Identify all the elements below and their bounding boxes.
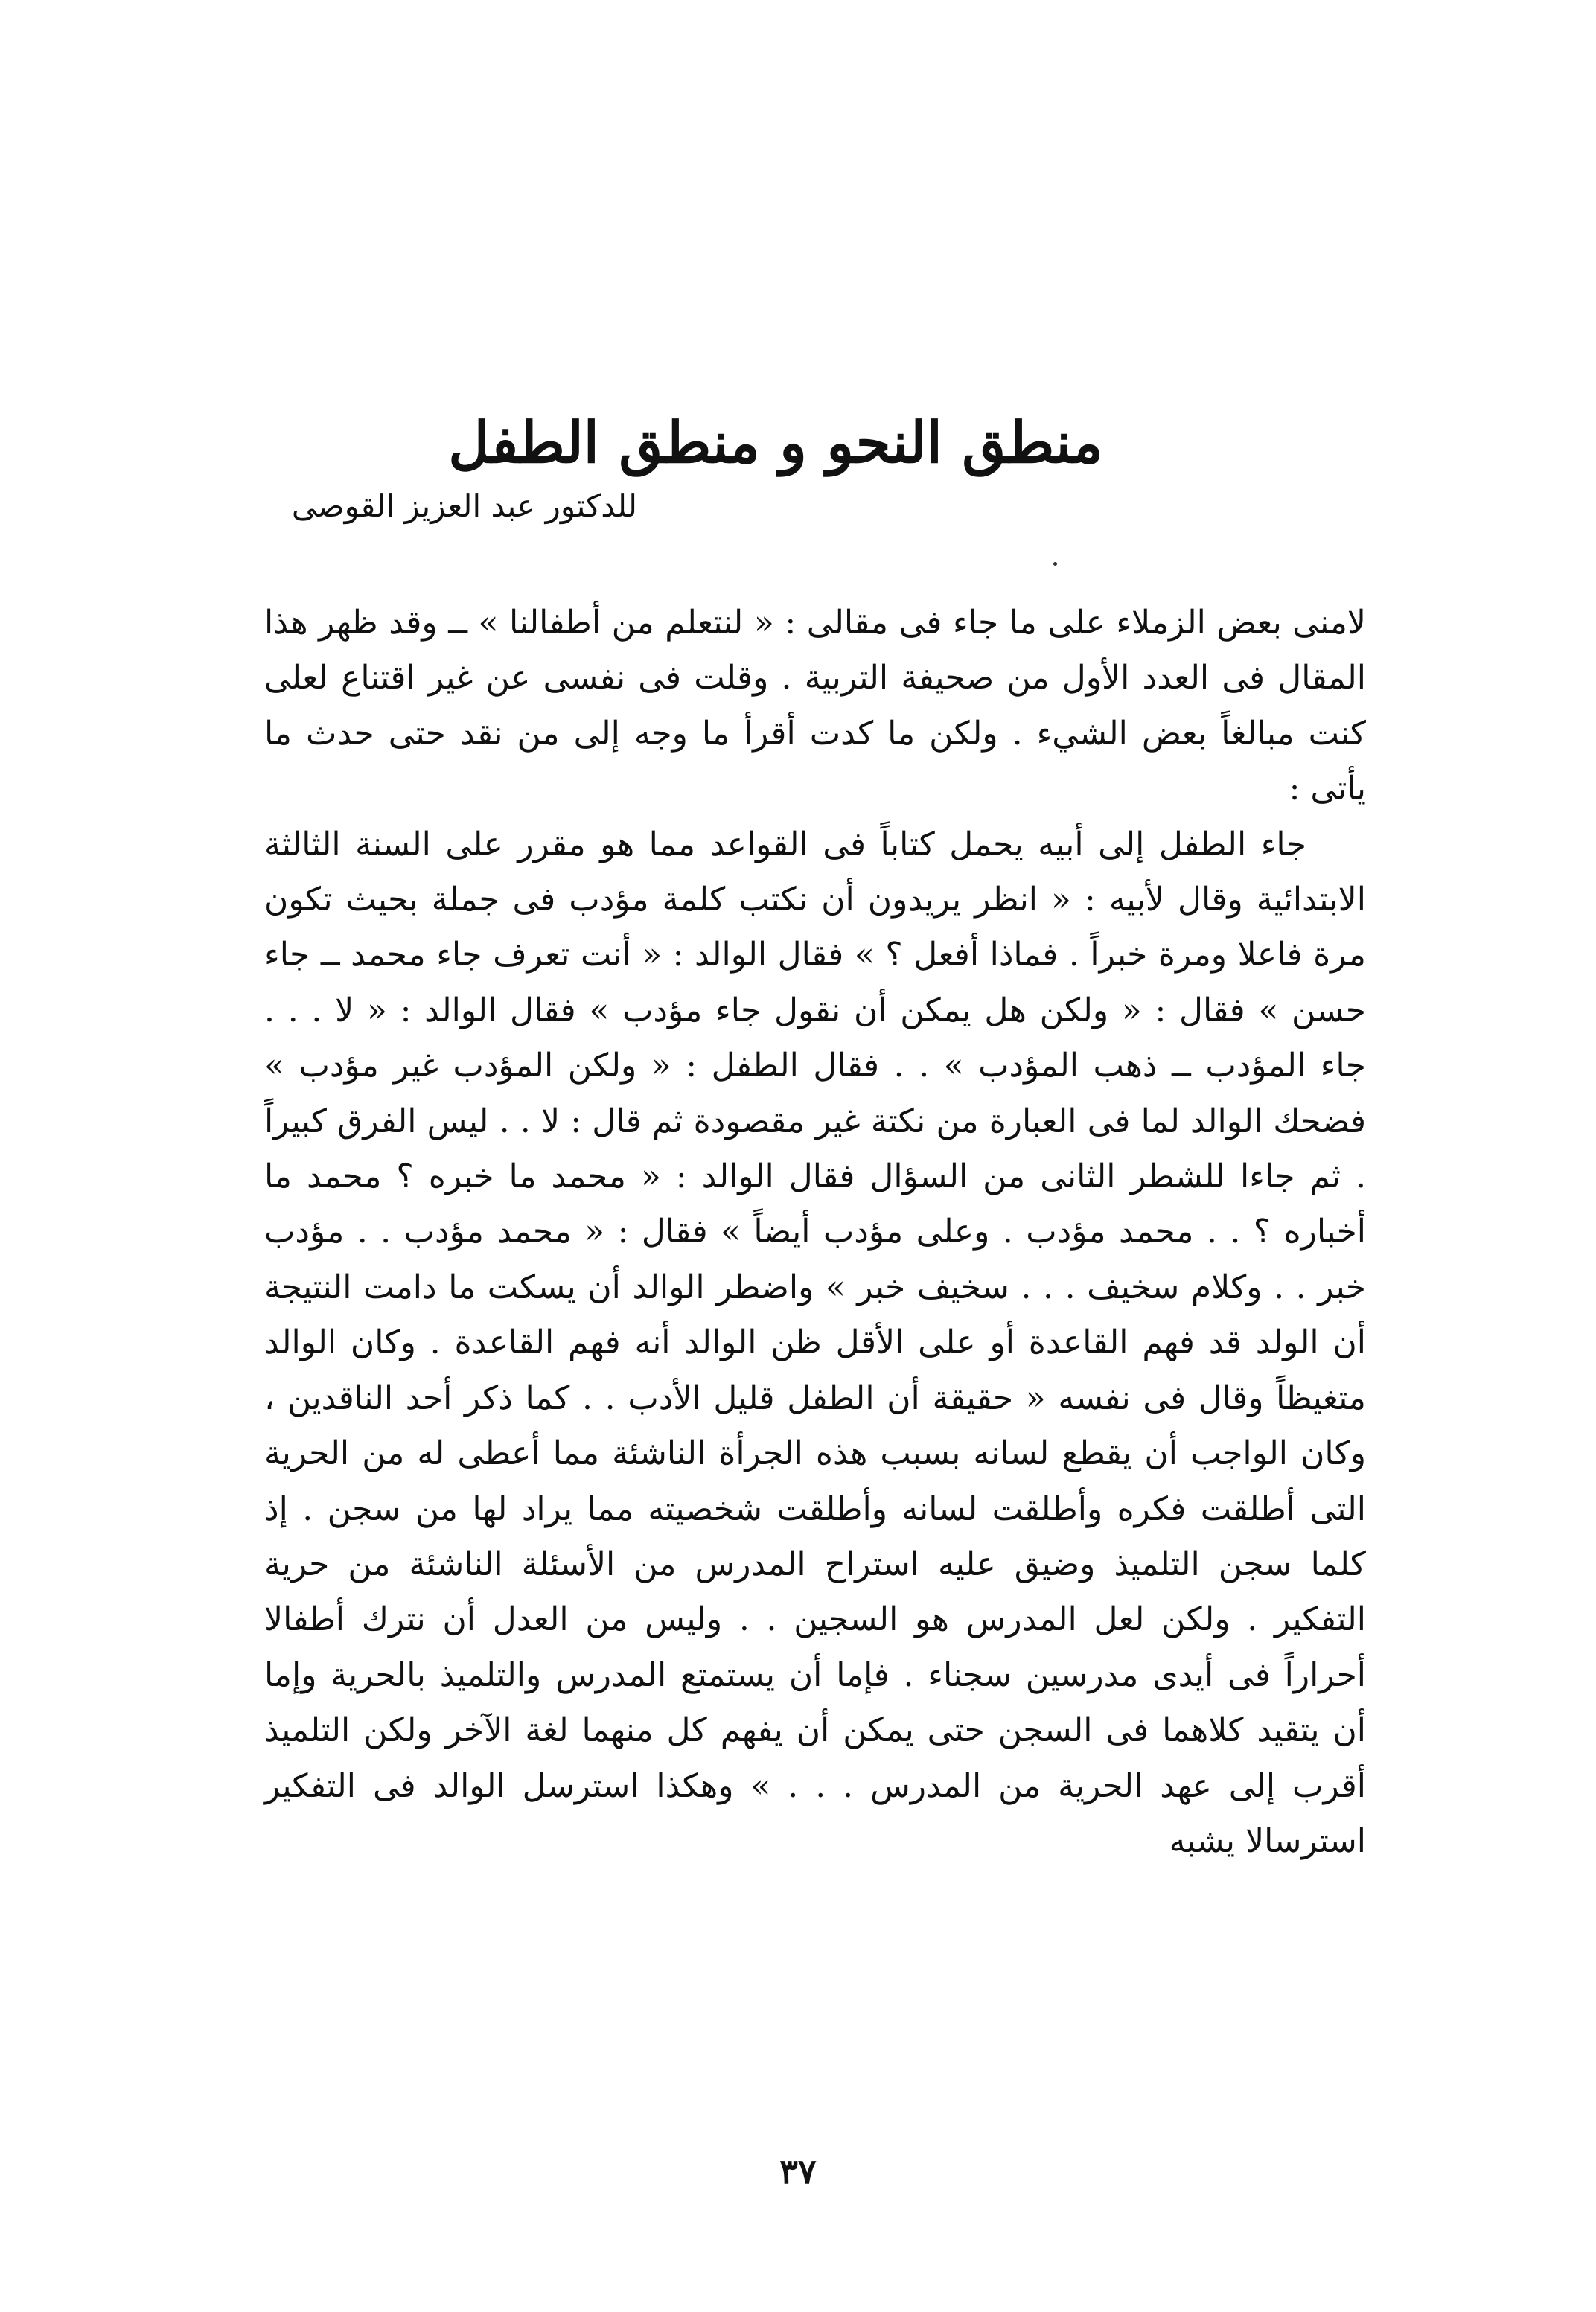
paragraph-1: لامنى بعض الزملاء على ما جاء فى مقالى : « لنتعلم من أطفالنا » ــ وقد ظهر هذا المقال فى العدد الأول من صحيفة التربية . وقلت فى نفسى عن غير اقتناع لعلى كنت مبالغاً بعض الشيء . ولكن ما كدت أقرأ ما وجه إلى من نقد حتى حدث ما يأتى : (264, 604, 1366, 808)
paragraph-2: جاء الطفل إلى أبيه يحمل كتاباً فى القواعد مما هو مقرر على السنة الثالثة الابتدائية وقال لأبيه : « انظر يريدون أن نكتب كلمة مؤدب فى جملة بحيث تكون مرة فاعلا ومرة خبراً . فماذا أفعل ؟ » فقال الوالد : « أنت تعرف جاء محمد ــ جاء حسن » فقال : « ولكن هل يمكن أن نقول جاء مؤدب » فقال الوالد : « لا . . . جاء المؤدب ــ ذهب المؤدب » . . فقال الطفل : « ولكن المؤدب غير مؤدب » فضحك الوالد لما فى العبارة من نكتة غير مقصودة ثم قال : لا . . ليس الفرق كبيراً . ثم جاءا للشطر الثانى من السؤال فقال الوالد : « محمد ما خبره ؟ محمد ما أخباره ؟ . . محمد مؤدب . وعلى مؤدب أيضاً » فقال : « محمد مؤدب . . مؤدب خبر . . وكلام سخيف . . . سخيف خبر » واضطر الوالد أن يسكت ما دامت النتيجة أن الولد قد فهم القاعدة أو على الأقل ظن الوالد أنه فهم القاعدة . وكان الوالد متغيظاً وقال فى نفسه « حقيقة أن الطفل قليل الأدب . . كما ذكر أحد الناقدين ، وكان الواجب أن يقطع لسانه بسبب هذه الجرأة الناشئة مما أعطى له من الحرية التى أطلقت فكره وأطلقت لسانه وأطلقت شخصيته مما يراد لها من سجن . إذ كلما سجن التلميذ وضيق عليه استراح المدرس من الأسئلة الناشئة من حرية التفكير . ولكن لعل المدرس هو السجين . . وليس من العدل أن نترك أطفالا أحراراً فى أيدى مدرسين سجناء . فإما أن يستمتع المدرس والتلميذ بالحرية وإما أن يتقيد كلاهما فى السجن حتى يمكن أن يفهم كل منهما لغة الآخر ولكن التلميذ أقرب إلى عهد الحرية من المدرس . . . » وهكذا استرسل الوالد فى التفكير استرسالا يشبه (264, 825, 1366, 1860)
ink-speck (1053, 562, 1057, 566)
page-number: ٣٧ (779, 2151, 817, 2191)
author-byline: للدكتور عبد العزيز القوصى (291, 488, 637, 524)
article-body (264, 595, 1366, 1869)
article-title: منطق النحو و منطق الطفل (448, 409, 1103, 476)
